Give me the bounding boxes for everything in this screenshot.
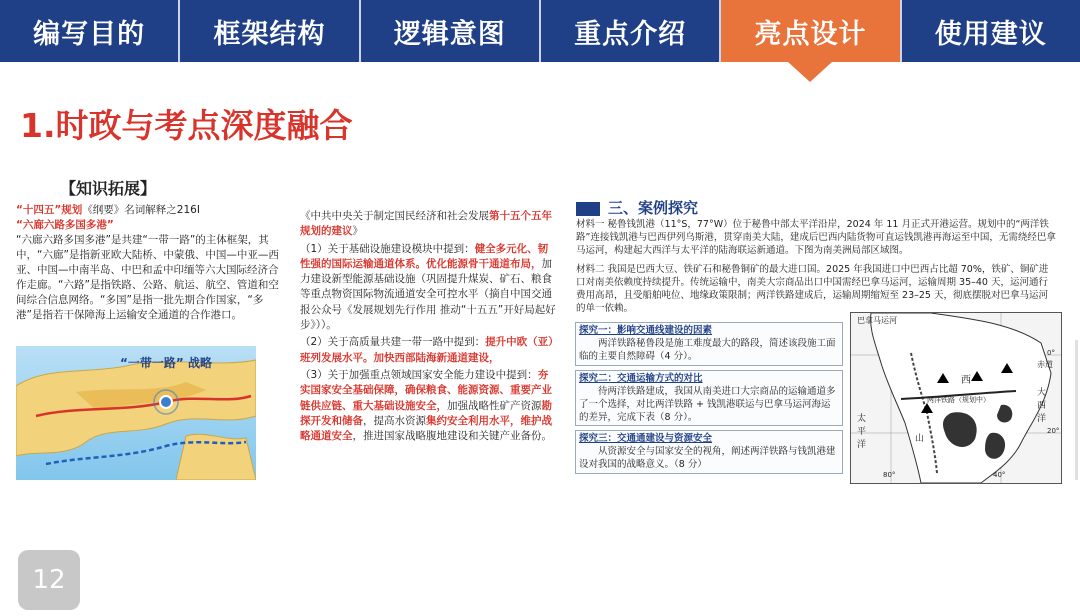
policy-2-red: 提升中欧（亚）班列发展水平。加快西部陆海新通道建设， (300, 336, 554, 364)
term-label: “六廊六路多国多港” (16, 219, 114, 231)
slide-title: 1.时政与考点深度融合 (20, 106, 353, 145)
map-label-lat0: 0° (1047, 349, 1055, 357)
policy-3-a: （3）关于加强重点领域国家安全能力建设中提到： (300, 368, 538, 381)
tab-framework[interactable]: 框架结构 (180, 0, 360, 62)
map-label-shan: 山 (915, 434, 925, 444)
policy-title-red: 第十五个五年规划的建议 (300, 210, 552, 238)
tab-highlights[interactable]: 亮点设计 (721, 0, 901, 62)
map-label-lon40: 40° (993, 471, 1006, 479)
case-materials (576, 218, 1056, 315)
policy-1-a: （1）关于基础设施建设模块中提到： (300, 242, 475, 255)
policy-1-b: 加力建设新型能源基础设施（巩固提升煤炭、矿石、粮食等重点物资国际物流通道安全可控水平（摘自中国交通报公众号《发展规划先行作用 推动“十五五”开好局起好步》））。 (300, 257, 556, 332)
term-explanation: “六廊六路多国多港”是共建“一带一路”的主体框架，其中，“六廊”是指新亚欧大陆桥、中蒙俄、中国—中亚—西亚、中国—中南半岛、中巴和孟中印缅等六大国际经济合作走廊。“六路”是指铁路、公路、航运、航空、管道和空间综合信息网络。“多国”是指一批先期合作国家，“多港”是指若干保障海上运输安全通道的合作港口。 (16, 234, 279, 321)
policy-3-red1: 夯实国家安全基础保障，确保粮食、能源资源、重要产业链供应链、重大基础设施安全， (300, 368, 552, 412)
map-label-atlantic: 大西洋 (1037, 388, 1047, 424)
map-label-panama: 巴拿马运河 (857, 316, 897, 325)
material-1: 材料一 秘鲁钱凯港（11°S，77°W）位于秘鲁中部太平洋沿岸，2024 年 11 月正式开港运营。规划中的“两洋铁路”连接钱凯港与巴西伊列乌斯港，贯穿南美大陆，建成后巴西内陆货物可直运钱凯港再海运至中国，无需绕经巴拿马运河，构建起大西洋与太平洋的陆海联运新通道。下图为南美洲局部区域图。 (576, 219, 1056, 256)
inquiry-2-box (575, 370, 843, 426)
inquiry-3-box (575, 430, 843, 474)
policy-1-red: 健全多元化、韧性强的国际运输通道体系。优化能源骨干通道布局， (300, 242, 549, 270)
map-label-lon80: 80° (883, 471, 896, 479)
material-2: 材料二 我国是巴西大豆、铁矿石和秘鲁铜矿的最大进口国。2025 年我国进口中巴西占比超 70%，铁矿、铜矿进口对南美依赖度持续提升。传统运输中，南美大宗商品出口中国需经巴拿马运河，运输周期 35–40 天，运河通行费用高昂，且受船舶吨位、地缘政策限制；两洋铁路建成后，运输周期缩短至 23–25 天，彻底摆脱对巴拿马运河的单一依赖。 (576, 264, 1049, 314)
map-label-west: 西 (961, 375, 971, 386)
map-label-pacific: 太平洋 (857, 414, 867, 450)
inquiry-3-body: 从资源安全与国家安全的视角，阐述两洋铁路与钱凯港建设对我国的战略意义。（8 分） (579, 446, 836, 470)
plan-label: “十四五”规划 (16, 204, 83, 216)
map-label-chi: 赤道 (1037, 360, 1053, 369)
inquiry-2-title: 探究二：交通运输方式的对比 (579, 373, 703, 384)
plan-note: 《纲要》名词解释之216I (82, 204, 200, 216)
knowledge-text (16, 203, 284, 323)
policy-title-a: 《中共中央关于制定国民经济和社会发展 (300, 210, 489, 222)
inquiry-1-title: 探究一：影响交通线建设的因素 (579, 325, 713, 336)
top-navigation (0, 0, 1080, 62)
policy-3-d: ，推进国家战略腹地建设和关键产业备份。 (352, 430, 552, 443)
tab-key-points[interactable]: 重点介绍 (541, 0, 721, 62)
tab-suggestions[interactable]: 使用建议 (934, 18, 1047, 50)
map-label-lat20: 20° (1047, 427, 1060, 435)
policy-3-c: ，提高水资源 (363, 414, 426, 427)
policy-2-a: （2）关于高质量共建一带一路中提到： (300, 336, 486, 349)
map-label-rail: 两洋铁路（规划中） (927, 396, 990, 404)
inquiry-1-box (575, 322, 843, 366)
south-america-map (850, 312, 1062, 484)
belt-road-map-label: “一带一路” 战略 (120, 356, 212, 370)
knowledge-heading: 【知识拓展】 (60, 179, 157, 198)
policy-3-red2: 勘探开发和储备 (300, 399, 552, 427)
page-number-badge: 12 (18, 550, 80, 610)
policy-3-b: 加强战略性矿产资源 (447, 399, 542, 412)
scroll-edge (1075, 340, 1078, 480)
inquiry-2-body: 待两洋铁路建成，我国从南美进口大宗商品的运输通道多了一个选择，对比两洋铁路 + 钱凯港联运与巴拿马运河海运的差异，完成下表（8 分）。 (579, 386, 836, 423)
tab-logic[interactable]: 逻辑意图 (361, 0, 541, 62)
tab-purpose[interactable]: 编写目的 (0, 0, 180, 62)
inquiry-3-title: 探究三：交通通建设与资源安全 (579, 433, 713, 444)
inquiry-1-body: 两洋铁路秘鲁段是施工难度最大的路段，简述该段施工面临的主要自然障碍（4 分）。 (579, 338, 836, 362)
case-study-heading: 三、案例探究 (576, 197, 698, 218)
policy-title-b: 》 (352, 225, 363, 238)
belt-road-map (16, 346, 256, 480)
policy-text (300, 209, 556, 444)
policy-3-red3: 集约安全利用水平，维护战略通道安全 (300, 414, 552, 443)
